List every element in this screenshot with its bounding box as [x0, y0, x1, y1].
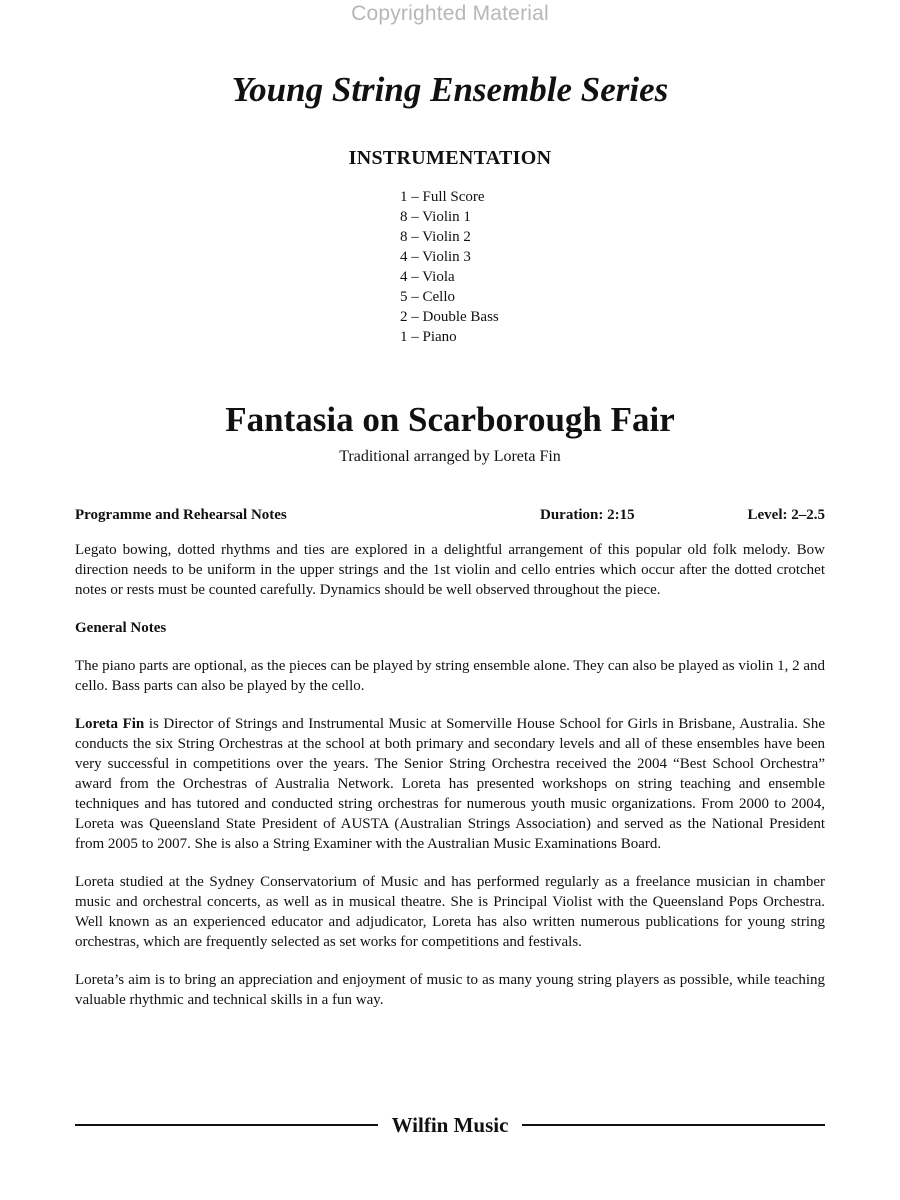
instrumentation-item: 4 – Viola — [400, 269, 455, 285]
publisher-name: Wilfin Music — [391, 1112, 509, 1137]
series-title: Young String Ensemble Series — [231, 70, 669, 109]
bio-paragraph-2: Loreta studied at the Sydney Conservatorium of Music and has performed regularly as a freelance musician in chamber music and orchestral concerts, as well as in musical theatre. She is Principal Violist with the Queensland Pops Orchestra. Well known as an experienced educator and adjudicator, Loreta has also written numerous publications for young string orchestras, which are frequently selected as set works for competitions and festivals. — [75, 874, 825, 950]
footer-rule-right — [522, 1124, 825, 1126]
instrumentation-item: 2 – Double Bass — [400, 309, 499, 325]
bio-paragraph-3: Loreta’s aim is to bring an appreciation and enjoyment of music to as many young string players as possible, while teaching valuable rhythmic and technical skills in a fun way. — [75, 972, 825, 1008]
notes-header-row — [75, 507, 825, 527]
programme-notes-text: Legato bowing, dotted rhythms and ties are explored in a delightful arrangement of this popular old folk melody. Bow direction needs to be uniform in the upper strings and the 1st violin and cello entries which occur after the dotted crotchet notes or rests must be counted carefully. Dynamics should be well observed throughout the piece. — [75, 542, 825, 598]
notes-content — [75, 540, 825, 1028]
footer-rule-left — [75, 1124, 378, 1126]
bio-name: Loreta Fin — [75, 716, 145, 732]
instrumentation-item: 5 – Cello — [400, 289, 455, 305]
bio-paragraph-1-text: is Director of Strings and Instrumental Music at Somerville House School for Girls in Brisbane, Australia. She conducts the six String Orchestras at the school at both primary and secondary levels and all of these ensembles have been very successful in competitions over the years. The Senior String Orchestra received the 2004 “Best School Orchestra” award from the Orchestras of Australia Network. Loreta has presented workshops on string teaching and ensemble techniques and has tutored and conducted string orchestras for numerous youth music organizations. From 2000 to 2004, Loreta was Queensland State President of AUSTA (Australian Strings Association) and served as the National President from 2005 to 2007. She is also a String Examiner with the Australian Music Examinations Board. — [75, 716, 825, 852]
instrumentation-item: 4 – Violin 3 — [400, 249, 471, 265]
publisher-footer — [75, 1110, 825, 1140]
instrumentation-item: 1 – Full Score — [400, 189, 485, 205]
piece-title: Fantasia on Scarborough Fair — [225, 400, 675, 439]
duration-label: Duration: 2:15 — [540, 507, 635, 523]
instrumentation-list — [400, 187, 499, 347]
copyright-watermark: Copyrighted Material — [351, 2, 549, 25]
instrumentation-item: 1 – Piano — [400, 329, 457, 345]
general-notes-text: The piano parts are optional, as the pieces can be played by string ensemble alone. They can also be played as violin 1, 2 and cello. Bass parts can also be played by the cello. — [75, 658, 825, 694]
general-notes-heading: General Notes — [75, 620, 167, 636]
level-label: Level: 2–2.5 — [747, 507, 825, 523]
instrumentation-heading: INSTRUMENTATION — [348, 147, 552, 169]
piece-subtitle: Traditional arranged by Loreta Fin — [339, 448, 561, 465]
programme-notes-heading: Programme and Rehearsal Notes — [75, 507, 287, 523]
instrumentation-item: 8 – Violin 1 — [400, 209, 471, 225]
instrumentation-item: 8 – Violin 2 — [400, 229, 471, 245]
bio-paragraph-1 — [75, 714, 825, 854]
